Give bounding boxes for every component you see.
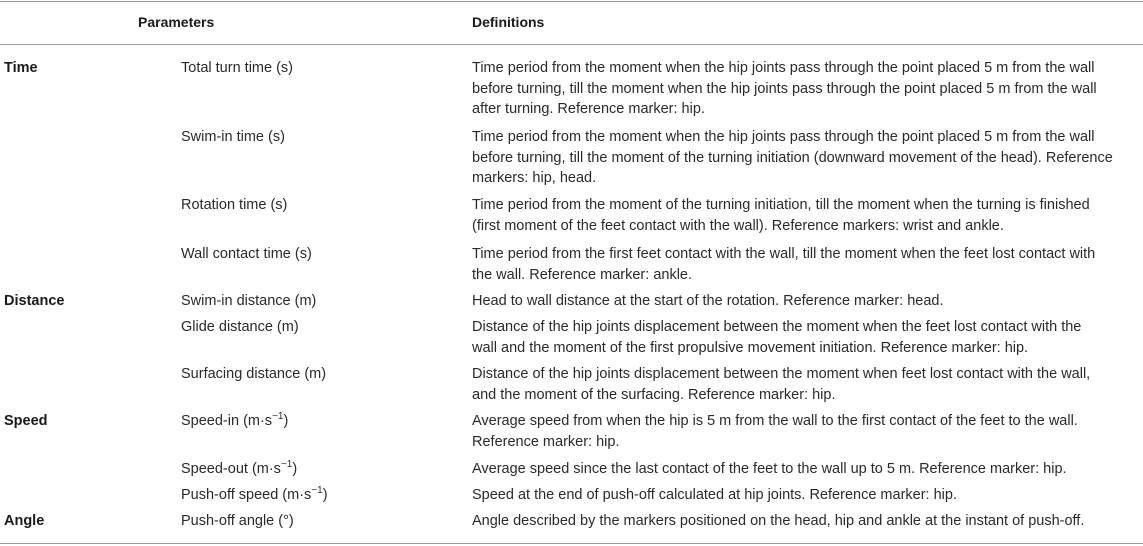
- definition-line: Time period from the moment of the turning initiation, till the moment when the turning is finished: [472, 197, 1090, 213]
- definition-line: Average speed since the last contact of the feet to the wall up to 5 m. Reference marker: hip.: [472, 461, 1067, 477]
- row-category: Time: [4, 60, 38, 76]
- definition-line: Time period from the first feet contact with the wall, till the moment when the feet lost contact with: [472, 246, 1096, 262]
- row-definition: [472, 511, 1143, 532]
- definition-line: (first moment of the feet contact with the wall). Reference markers: wrist and ankle.: [472, 217, 1004, 234]
- row-definition: [472, 411, 1143, 452]
- row-parameter: Total turn time (s): [181, 60, 293, 76]
- definition-line: the wall. Reference marker: ankle.: [472, 266, 693, 283]
- definition-line: before turning, till the moment of the turning initiation (downward movement of the head). Reference: [472, 149, 1113, 166]
- definition-line: and the moment of the surfacing. Reference marker: hip.: [472, 386, 836, 403]
- row-definition: [472, 291, 1143, 312]
- row-parameter: Swim-in time (s): [181, 129, 285, 145]
- definition-line: wall and the moment of the first propulsive movement initiation. Reference marker: hip.: [472, 339, 1029, 356]
- definition-line: markers: hip, head.: [472, 170, 597, 186]
- row-parameter: Speed-out $(m\cdot s^{-1})$: [181, 459, 298, 477]
- row-category: Distance: [4, 293, 65, 309]
- table-bottom-rule: [0, 543, 1143, 544]
- row-definition: [472, 244, 1143, 285]
- row-definition: [472, 317, 1143, 358]
- row-definition: [472, 364, 1143, 405]
- definition-line: Average speed from when the hip is 5 m from the wall to the first contact of the feet to the wall.: [472, 413, 1078, 429]
- definition-line: Distance of the hip joints displacement between the moment when feet lost contact with the wall,: [472, 366, 1091, 382]
- row-category: Angle: [4, 513, 45, 529]
- definition-line: Time period from the moment when the hip joints pass through the point placed 5 m from the wall: [472, 129, 1095, 145]
- row-parameter: Push-off angle (°): [181, 513, 294, 529]
- row-parameter: Push-off speed $(m\cdot s^{-1})$: [181, 485, 328, 503]
- definition-line: Distance of the hip joints displacement between the moment when the feet lost contact with the: [472, 319, 1082, 335]
- row-parameter: Rotation time (s): [181, 197, 288, 213]
- row-definition: [472, 459, 1143, 480]
- row-definition: [472, 485, 1143, 506]
- header-parameters: Parameters: [138, 14, 215, 30]
- definition-line: Speed at the end of push-off calculated at hip joints. Reference marker: hip.: [472, 487, 957, 503]
- row-definition: [472, 58, 1143, 120]
- row-parameter: Swim-in distance (m): [181, 293, 317, 309]
- definition-line: Head to wall distance at the start of the rotation. Reference marker: head.: [472, 293, 944, 309]
- table-top-rule: [0, 1, 1143, 2]
- row-definition: [472, 195, 1143, 236]
- row-parameter: Wall contact time (s): [181, 246, 312, 262]
- row-category: Speed: [4, 413, 48, 429]
- header-rule: [0, 44, 1143, 45]
- row-parameter: Surfacing distance (m): [181, 366, 327, 382]
- row-parameter: Glide distance (m): [181, 319, 299, 335]
- header-definitions: Definitions: [472, 14, 545, 30]
- definition-line: Time period from the moment when the hip joints pass through the point placed 5 m from the wall: [472, 60, 1095, 76]
- definition-line: before turning, till the moment when the hip joints pass through the point placed 5 m from the wall: [472, 80, 1097, 97]
- definition-line: Angle described by the markers positioned on the head, hip and ankle at the instant of push-off.: [472, 513, 1085, 529]
- definition-line: Reference marker: hip.: [472, 433, 620, 450]
- row-parameter: Speed-in $(m\cdot s^{-1})$: [181, 411, 289, 429]
- definition-line: after turning. Reference marker: hip.: [472, 101, 705, 117]
- row-definition: [472, 127, 1143, 189]
